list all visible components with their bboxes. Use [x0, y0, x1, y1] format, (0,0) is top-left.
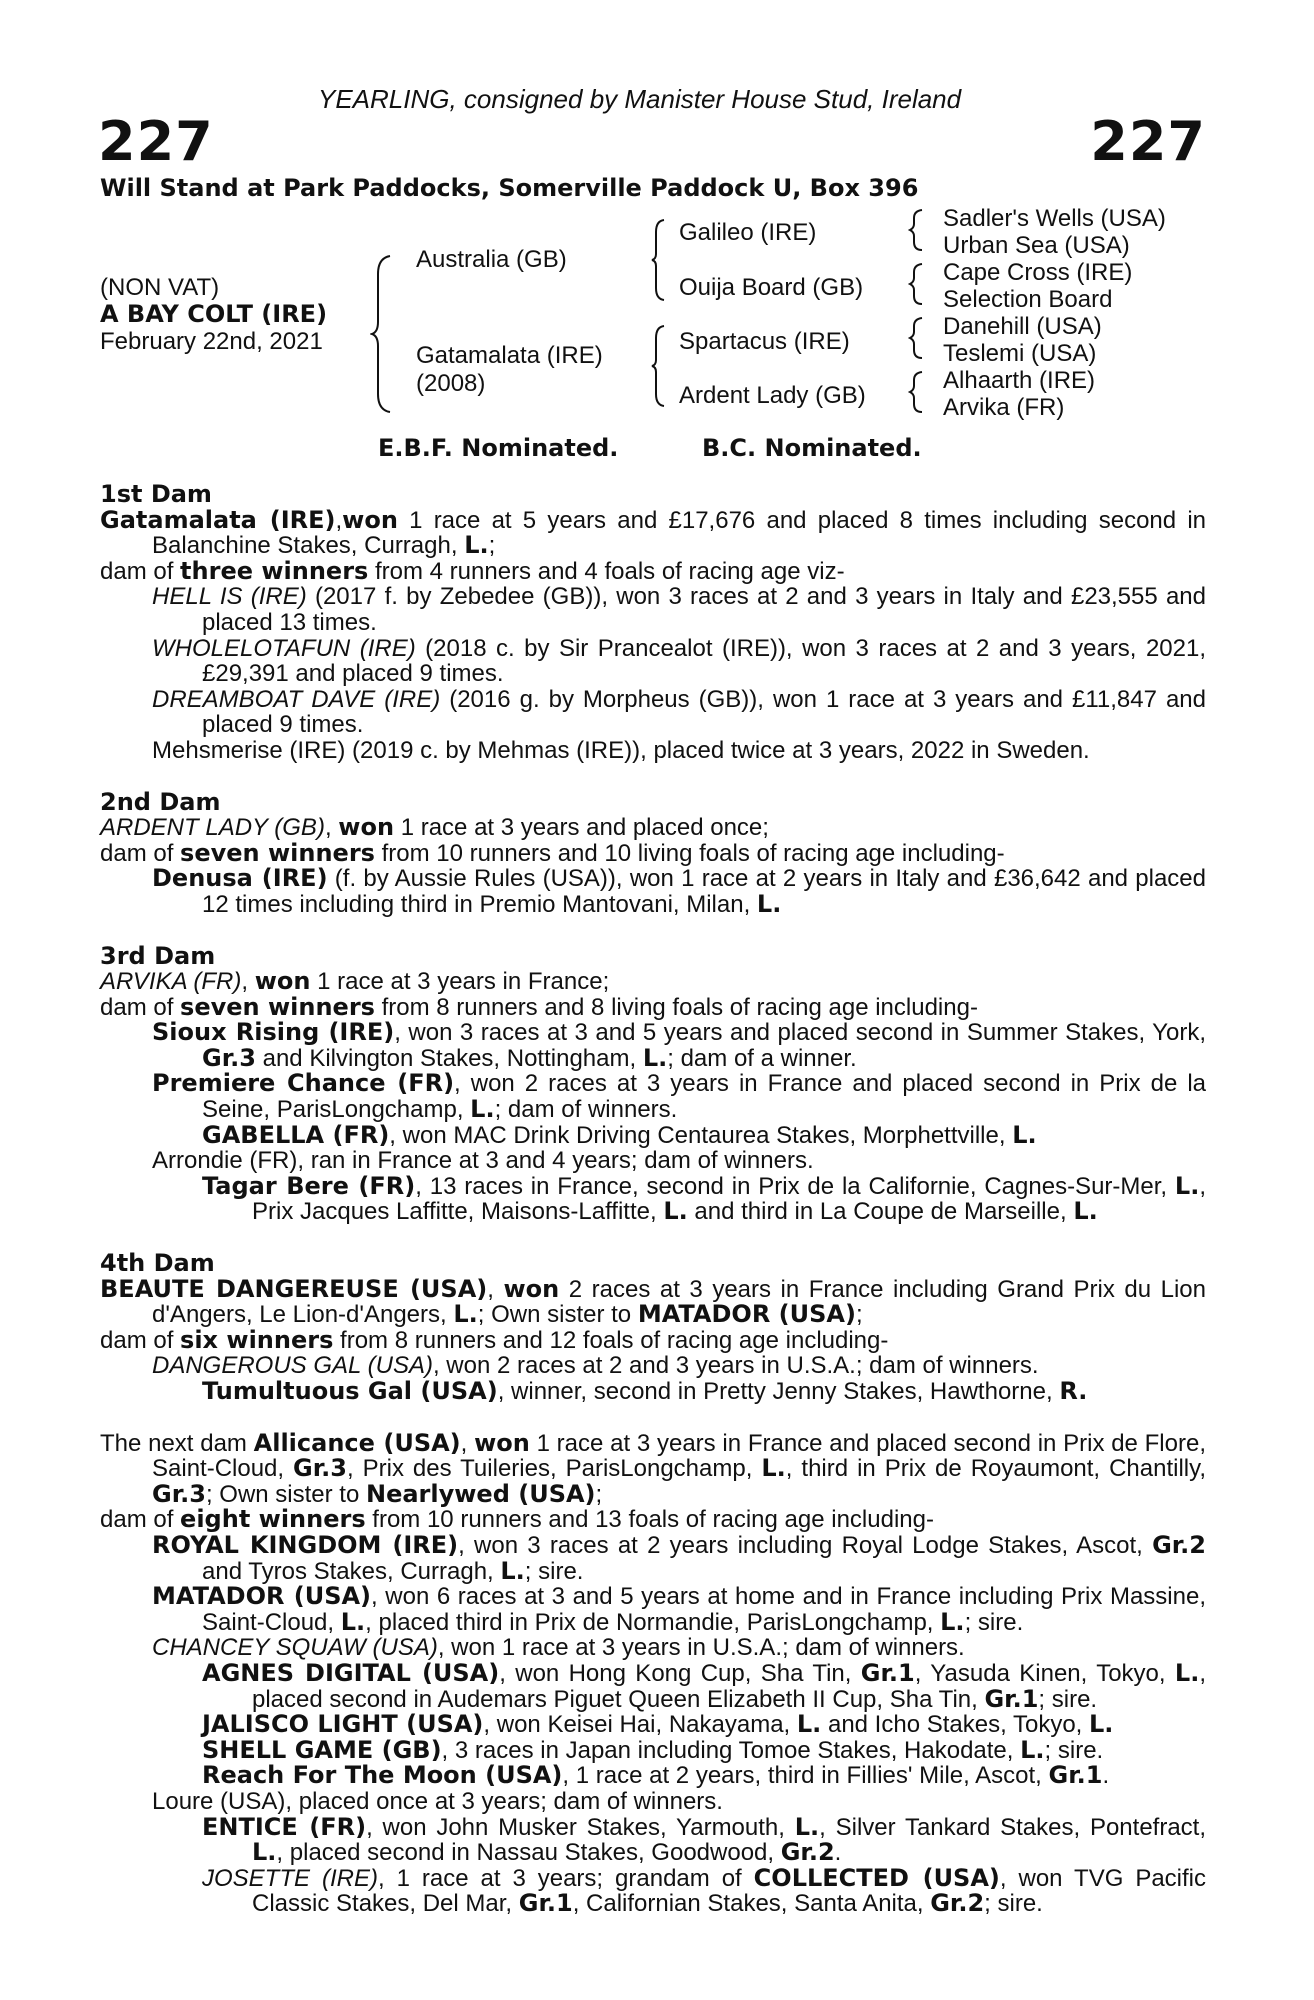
pedigree-entry: [100, 1274, 1206, 1329]
text-run: ; dam of winners.: [494, 1096, 678, 1124]
text-run: ,: [241, 968, 255, 996]
text-run: L.: [340, 1607, 366, 1636]
text-run: from 10 runners and 13 foals of racing age including-: [365, 1506, 934, 1534]
text-run: , third in Prix de Royaumont, Chantilly,: [785, 1455, 1206, 1483]
text-run: L.: [1012, 1120, 1037, 1149]
text-run: won: [503, 1274, 560, 1303]
text-run: ,: [335, 506, 343, 534]
pedigree-entry: [202, 1379, 1206, 1405]
text-run: seven winners: [180, 838, 375, 867]
text-run: , Californian Stakes, Santa Anita,: [572, 1890, 931, 1918]
text-run: Reach For The Moon (USA): [202, 1761, 563, 1790]
text-run: Premiere Chance (FR): [152, 1069, 455, 1098]
consignment-line: YEARLING, consigned by Manister House Stud, Ireland: [318, 84, 962, 114]
text-run: eight winners: [180, 1505, 366, 1534]
text-run: Gr.2: [1152, 1530, 1206, 1559]
text-run: , won 2 races at 2 and 3 years in U.S.A.; dam of winners.: [432, 1352, 1039, 1380]
text-run: (2016 g. by Morpheus (GB)), won 1 race at 3 years and £11,847 and placed 9 times.: [202, 685, 1207, 739]
text-run: ; sire.: [1044, 1736, 1104, 1764]
pedigree-entry: [100, 1428, 1206, 1508]
pedigree-entry: [152, 1789, 1206, 1815]
pedigree-entry: [202, 1863, 1207, 1918]
text-run: , won MAC Drink Driving Centaurea Stakes, Morphettville,: [389, 1121, 1013, 1149]
text-run: Arrondie (FR), ran in France at 3 and 4 years; dam of winners.: [152, 1147, 814, 1175]
text-run: Gr.3: [152, 1479, 206, 1508]
text-run: Denusa (IRE): [152, 864, 328, 893]
vat-status: (NON VAT): [100, 274, 220, 301]
text-run: dam of: [100, 993, 181, 1021]
text-run: ;: [488, 532, 496, 560]
text-run: ; Own sister to: [477, 1301, 638, 1329]
pedigree-entry: [202, 1712, 1206, 1738]
text-run: from 8 runners and 12 foals of racing age including-: [333, 1326, 889, 1354]
section-heading: 2nd Dam: [100, 787, 221, 816]
pedigree-entry: [100, 556, 1206, 585]
text-run: CHANCEY SQUAW (USA): [152, 1634, 438, 1662]
sire-dam: Ouija Board (GB): [679, 274, 864, 301]
text-run: L.: [756, 889, 782, 918]
pedigree-entry: [202, 1812, 1207, 1867]
ggp-8: Arvika (FR): [943, 394, 1065, 421]
text-run: L.: [1020, 1735, 1045, 1764]
dam-sire: Spartacus (IRE): [679, 328, 850, 355]
lot-number-left: 227: [98, 110, 214, 173]
text-run: 1 race at 3 years in France;: [310, 968, 610, 996]
brace-ggp: [908, 206, 928, 426]
text-run: Gr.2: [930, 1889, 985, 1918]
text-run: JOSETTE (IRE): [202, 1864, 378, 1892]
catalogue-body: [100, 482, 1206, 1917]
text-run: L.: [940, 1607, 965, 1636]
text-run: L.: [453, 1300, 478, 1329]
section-heading: 4th Dam: [100, 1249, 215, 1278]
horse-name: A BAY COLT (IRE): [100, 300, 328, 328]
text-run: .: [834, 1839, 842, 1867]
text-run: dam of: [100, 557, 181, 585]
text-run: L.: [1174, 1171, 1200, 1200]
sire-name: Australia (GB): [416, 246, 567, 273]
pedigree-entry: [100, 505, 1206, 560]
text-run: , Prix des Tuileries, ParisLongchamp,: [346, 1455, 762, 1483]
text-run: L.: [761, 1454, 786, 1483]
ggp-1: Sadler's Wells (USA): [943, 205, 1166, 232]
pedigree-entry: [202, 1658, 1207, 1713]
text-run: Gr.2: [780, 1838, 835, 1867]
text-run: ,: [487, 1275, 504, 1303]
pedigree-entry: [152, 1635, 1206, 1661]
pedigree-entry: [100, 815, 1206, 841]
text-run: won: [342, 505, 398, 534]
text-run: Gr.3: [202, 1043, 256, 1072]
text-run: (f. by Aussie Rules (USA)), won 1 race at 2 years in Italy and £36,642 and placed 12 times including third in Premio Mantovani, Milan,: [202, 865, 1207, 918]
text-run: L.: [796, 1710, 822, 1739]
text-run: , winner, second in Pretty Jenny Stakes, Hawthorne,: [497, 1378, 1060, 1405]
text-run: , placed second in Audemars Piguet Queen Elizabeth II Cup, Sha Tin,: [252, 1659, 1207, 1713]
text-run: dam of: [100, 1326, 181, 1354]
text-run: , won 3 races at 3 and 5 years and placed second in Summer Stakes, York,: [394, 1019, 1206, 1047]
text-run: , won TVG Pacific Classic Stakes, Del Mar,: [252, 1864, 1207, 1918]
sire-sire: Galileo (IRE): [679, 219, 817, 246]
text-run: Loure (USA), placed once at 3 years; dam of winners.: [152, 1787, 723, 1815]
text-run: and Icho Stakes, Tokyo,: [821, 1711, 1090, 1739]
pedigree-entry: [100, 838, 1206, 867]
text-run: , 1 race at 2 years, third in Fillies' Mile, Ascot,: [562, 1762, 1049, 1790]
text-run: L.: [1174, 1658, 1200, 1687]
text-run: ,: [460, 1429, 475, 1457]
bc-nomination: B.C. Nominated.: [702, 434, 922, 462]
dam-dam: Ardent Lady (GB): [679, 382, 866, 409]
pedigree-entry: [202, 1120, 1206, 1149]
text-run: MATADOR (USA): [152, 1582, 372, 1611]
text-run: (2018 c. by Sir Prancealot (IRE)), won 3 races at 2 and 3 years, 2021, £29,391 and placed 9 times.: [202, 634, 1206, 688]
text-run: ; sire.: [1038, 1685, 1098, 1713]
pedigree-entry: [100, 992, 1206, 1021]
ggp-2: Urban Sea (USA): [943, 232, 1130, 259]
text-run: Gr.1: [860, 1658, 915, 1687]
text-run: 1 race at 3 years and placed once;: [394, 814, 769, 842]
brace-dam: [650, 324, 670, 408]
text-run: ; sire.: [984, 1890, 1043, 1918]
text-run: Sioux Rising (IRE): [152, 1018, 395, 1047]
text-run: , won 1 race at 3 years in U.S.A.; dam of winners.: [437, 1634, 965, 1662]
brace-sire: [650, 218, 670, 302]
text-run: Mehsmerise (IRE) (2019 c. by Mehmas (IRE)), placed twice at 3 years, 2022 in Sweden.: [152, 736, 1090, 764]
text-run: JALISCO LIGHT (USA): [202, 1710, 484, 1739]
text-run: Gr.1: [984, 1684, 1039, 1713]
lot-number-right: 227: [1090, 110, 1206, 173]
pedigree-entry: [152, 1530, 1206, 1585]
pedigree-entry: [100, 1325, 1206, 1354]
text-run: seven winners: [180, 992, 375, 1021]
text-run: and Kilvington Stakes, Nottingham,: [255, 1044, 643, 1072]
text-run: Tagar Bere (FR): [202, 1171, 416, 1200]
text-run: Nearlywed (USA): [365, 1479, 596, 1508]
text-run: MATADOR (USA): [637, 1300, 856, 1329]
text-run: Gr.3: [293, 1454, 347, 1483]
pedigree-entry: [100, 1507, 1206, 1533]
text-run: , won Hong Kong Cup, Sha Tin,: [499, 1659, 861, 1687]
text-run: , 13 races in France, second in Prix de la Californie, Cagnes-Sur-Mer,: [415, 1172, 1175, 1200]
text-run: 1 race at 5 years and £17,676 and placed 8 times including second in Balanchine Stakes, Curragh,: [152, 506, 1206, 560]
pedigree-entry: [152, 636, 1206, 687]
pedigree-entry: [152, 687, 1206, 738]
text-run: ARDENT LADY (GB): [100, 814, 325, 842]
ggp-4: Selection Board: [943, 286, 1113, 313]
text-run: R.: [1059, 1377, 1088, 1405]
text-run: , placed third in Prix de Normandie, ParisLongchamp,: [365, 1608, 941, 1636]
text-run: L.: [663, 1197, 688, 1226]
section-heading: 1st Dam: [100, 480, 212, 508]
text-run: dam of: [100, 839, 181, 867]
pedigree-entry: [152, 1020, 1206, 1071]
text-run: .: [1102, 1762, 1110, 1790]
ggp-3: Cape Cross (IRE): [943, 259, 1133, 286]
text-run: , Prix Jacques Laffitte, Maisons-Laffitte,: [252, 1172, 1207, 1226]
text-run: L.: [464, 531, 489, 560]
brace-main: [370, 254, 400, 414]
text-run: , won Keisei Hai, Nakayama,: [483, 1711, 797, 1739]
stand-location: Will Stand at Park Paddocks, Somerville Paddock U, Box 396: [100, 174, 919, 202]
ggp-5: Danehill (USA): [943, 313, 1102, 340]
text-run: 2 races at 3 years in France including Grand Prix du Lion d'Angers, Le Lion-d'Angers,: [152, 1275, 1206, 1329]
text-run: L.: [794, 1812, 820, 1841]
text-run: and Tyros Stakes, Curragh,: [202, 1557, 501, 1585]
text-run: ,: [324, 814, 339, 842]
text-run: AGNES DIGITAL (USA): [202, 1658, 500, 1687]
text-run: ROYAL KINGDOM (IRE): [152, 1530, 459, 1559]
text-run: HELL IS (IRE): [152, 583, 307, 611]
text-run: GABELLA (FR): [202, 1120, 390, 1149]
text-run: Tumultuous Gal (USA): [202, 1377, 498, 1405]
pedigree-entry: [152, 1071, 1206, 1122]
ggp-7: Alhaarth (IRE): [943, 367, 1096, 394]
text-run: from 8 runners and 8 living foals of racing age including-: [374, 993, 978, 1021]
text-run: Gatamalata (IRE): [100, 505, 336, 534]
ebf-nomination: E.B.F. Nominated.: [378, 434, 619, 462]
pedigree-entry: [152, 584, 1206, 635]
text-run: DANGEROUS GAL (USA): [152, 1352, 433, 1380]
text-run: (2017 f. by Zebedee (GB)), won 3 races at 2 and 3 years in Italy and £23,555 and placed 13 times.: [202, 583, 1206, 636]
text-run: ; dam of a winner.: [667, 1044, 857, 1072]
text-run: , won 6 races at 3 and 5 years at home and in France including Prix Massine, Saint-Cloud,: [202, 1583, 1206, 1636]
text-run: L.: [1073, 1197, 1098, 1226]
ggp-6: Teslemi (USA): [943, 340, 1097, 367]
text-run: , won 3 races at 2 years including Royal Lodge Stakes, Ascot,: [458, 1531, 1153, 1559]
text-run: COLLECTED (USA): [753, 1863, 1000, 1892]
text-run: ; Own sister to: [205, 1480, 366, 1508]
text-run: won: [474, 1428, 530, 1457]
text-run: Allicance (USA): [253, 1428, 461, 1457]
pedigree-entry: [202, 1763, 1206, 1789]
section-gap: [100, 764, 1206, 790]
text-run: The next dam: [100, 1429, 254, 1457]
text-run: SHELL GAME (GB): [202, 1735, 442, 1764]
text-run: , 1 race at 3 years; grandam of: [377, 1864, 754, 1892]
text-run: L.: [500, 1556, 525, 1585]
pedigree-entry: [152, 738, 1206, 764]
text-run: Gr.1: [1048, 1761, 1103, 1790]
text-run: six winners: [180, 1325, 334, 1354]
text-run: , won John Musker Stakes, Yarmouth,: [366, 1813, 795, 1841]
text-run: L.: [252, 1838, 277, 1867]
text-run: , 3 races in Japan including Tomoe Stakes, Hakodate,: [441, 1736, 1021, 1764]
pedigree-entry: [152, 1584, 1206, 1635]
dam-name: Gatamalata (IRE): [416, 342, 603, 369]
text-run: 1 race at 3 years in France and placed second in Prix de Flore, Saint-Cloud,: [152, 1429, 1206, 1483]
pedigree-entry: [100, 969, 1206, 995]
section-gap: [100, 918, 1206, 944]
text-run: three winners: [180, 556, 369, 585]
text-run: won: [254, 967, 311, 996]
text-run: L.: [1089, 1710, 1114, 1739]
pedigree-entry: [152, 866, 1206, 917]
text-run: Gr.1: [518, 1889, 573, 1918]
text-run: BEAUTE DANGEREUSE (USA): [100, 1274, 488, 1303]
text-run: , placed second in Nassau Stakes, Goodwood,: [276, 1839, 781, 1867]
text-run: , Silver Tankard Stakes, Pontefract,: [819, 1813, 1207, 1841]
text-run: DREAMBOAT DAVE (IRE): [152, 685, 441, 713]
text-run: L.: [642, 1043, 668, 1072]
text-run: ; sire.: [964, 1608, 1024, 1636]
section-heading: 3rd Dam: [100, 941, 216, 970]
pedigree-entry: [152, 1148, 1206, 1174]
text-run: L.: [470, 1095, 495, 1124]
text-run: ENTICE (FR): [202, 1812, 367, 1841]
section-gap: [100, 1225, 1206, 1251]
dam-year: (2008): [416, 370, 486, 397]
pedigree-entry: [202, 1171, 1207, 1226]
text-run: from 4 runners and 4 foals of racing age viz-: [368, 557, 845, 585]
text-run: ARVIKA (FR): [100, 968, 242, 996]
pedigree-entry: [202, 1735, 1206, 1764]
text-run: ;: [855, 1301, 863, 1329]
pedigree-entry: [152, 1353, 1206, 1379]
text-run: won: [338, 813, 395, 842]
text-run: , Yasuda Kinen, Tokyo,: [914, 1659, 1175, 1687]
foaling-date: February 22nd, 2021: [100, 328, 323, 355]
text-run: dam of: [100, 1506, 181, 1534]
text-run: WHOLELOTAFUN (IRE): [152, 634, 416, 662]
text-run: from 10 runners and 10 living foals of racing age including-: [374, 839, 1005, 867]
section-gap: [100, 1405, 1206, 1431]
text-run: ;: [595, 1480, 603, 1508]
text-run: ; sire.: [524, 1557, 584, 1585]
text-run: and third in La Coupe de Marseille,: [687, 1198, 1074, 1226]
text-run: , won 2 races at 3 years in France and placed second in Prix de la Seine, ParisLongchamp,: [202, 1070, 1207, 1124]
